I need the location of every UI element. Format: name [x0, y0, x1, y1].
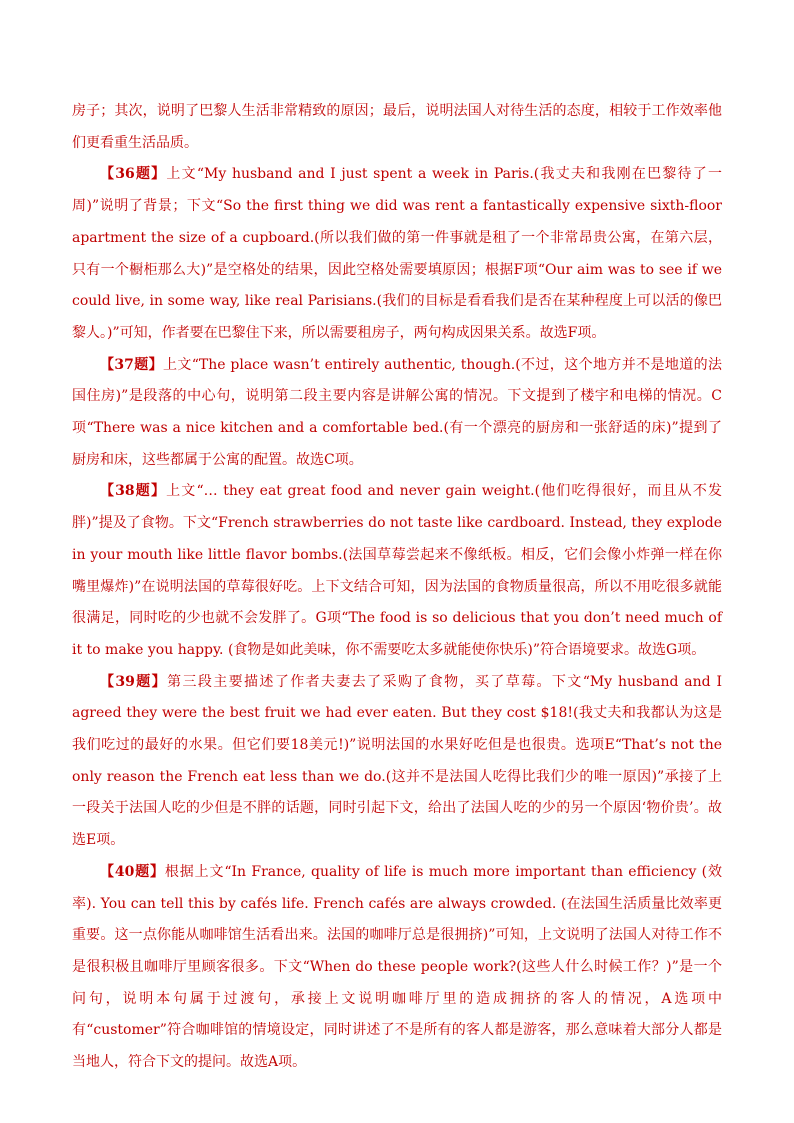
- paragraph-q38: [72, 476, 722, 666]
- question-label-39: 【39题】: [100, 673, 168, 690]
- question-label-40: 【40题】: [100, 863, 165, 880]
- paragraph-text: 上文“My husband and I just spent a week in Paris.(我丈夫和我刚在巴黎待了一周)”说明了背景；下文“So the first thing we did was rent a fantastically expensive sixth-floor apartment the size of a cupboard.(所以我们做的第一件事就是租了一个非常昂贵公寓，在第六层，只有一个橱柜那么大)”是空格处的结果，因此空格处需要填原因；根据F项“Our aim was to see if we could live, in some way, like real Parisians.(我们的目标是看看我们是否在某种程度上可以活的像巴黎人。)”可知，作者要在巴黎住下来，所以需要租房子，两句构成因果关系。故选F项。: [72, 166, 723, 341]
- paragraph-text: 上文“The place wasn’t entirely authentic, though.(不过，这个地方并不是地道的法国住房)”是段落的中心句，说明第二段主要内容是讲解公寓的情况。下文提到了楼宇和电梯的情况。C项“There was a nice kitchen and a comfortable bed.(有一个漂亮的厨房和一张舒适的床)”提到了厨房和床，这些都属于公寓的配置。故选C项。: [72, 356, 722, 468]
- paragraph-text: 房子；其次，说明了巴黎人生活非常精致的原因；最后，说明法国人对待生活的态度，相较于工作效率他们更看重生活品质。: [72, 103, 722, 151]
- question-label-37: 【37题】: [100, 356, 163, 373]
- document-page: [72, 96, 722, 1079]
- paragraph-continuation: [72, 96, 722, 159]
- paragraph-q37: [72, 350, 722, 477]
- question-label-38: 【38题】: [100, 483, 167, 500]
- paragraph-q40: [72, 857, 722, 1079]
- paragraph-text: 第三段主要描述了作者夫妻去了采购了食物，买了草莓。下文“My husband and I agreed they were the best fruit we had ever eaten. But they cost $18!(我丈夫和我都认为这是我们吃过的最好的水果。但它们要18美元!)”说明法国的水果好吃但是也很贵。选项E“That’s not the only reason the French eat less than we do.(这并不是法国人吃得比我们少的唯一原因)”承接了上一段关于法国人吃的少但是不胖的话题，同时引起下文，给出了法国人吃的少的另一个原因‘物价贵’。故选E项。: [72, 673, 722, 849]
- paragraph-q39: [72, 667, 722, 857]
- paragraph-text: 根据上文“In France, quality of life is much more important than efficiency (效率). You can tell this by cafés life. French cafés are always crowded. (在法国生活质量比效率更重要。这一点你能从咖啡馆生活看出来。法国的咖啡厅总是很拥挤)”可知，上文说明了法国人对待工作不是很积极且咖啡厅里顾客很多。下文“When do these people work?(这些人什么时候工作？)”是一个问句，说明本句属于过渡句，承接上文说明咖啡厅里的造成拥挤的客人的情况，A选项中有“customer”符合咖啡馆的情境设定，同时讲述了不是所有的客人都是游客，那么意味着大部分人都是当地人，符合下文的提问。故选A项。: [72, 863, 722, 1071]
- paragraph-q36: [72, 159, 722, 349]
- paragraph-text: 上文“… they eat great food and never gain weight.(他们吃得很好，而且从不发胖)”提及了食物。下文“French strawberries do not taste like cardboard. Instead, they explode in your mouth like little flavor bombs.(法国草莓尝起来不像纸板。相反，它们会像小炸弹一样在你嘴里爆炸)”在说明法国的草莓很好吃。上下文结合可知，因为法国的食物质量很高，所以不用吃很多就能很满足，同时吃的少也就不会发胖了。G项“The food is so delicious that you don’t need much of it to make you happy. (食物是如此美味，你不需要吃太多就能使你快乐)”符合语境要求。故选G项。: [72, 483, 722, 658]
- question-label-36: 【36题】: [100, 166, 167, 183]
